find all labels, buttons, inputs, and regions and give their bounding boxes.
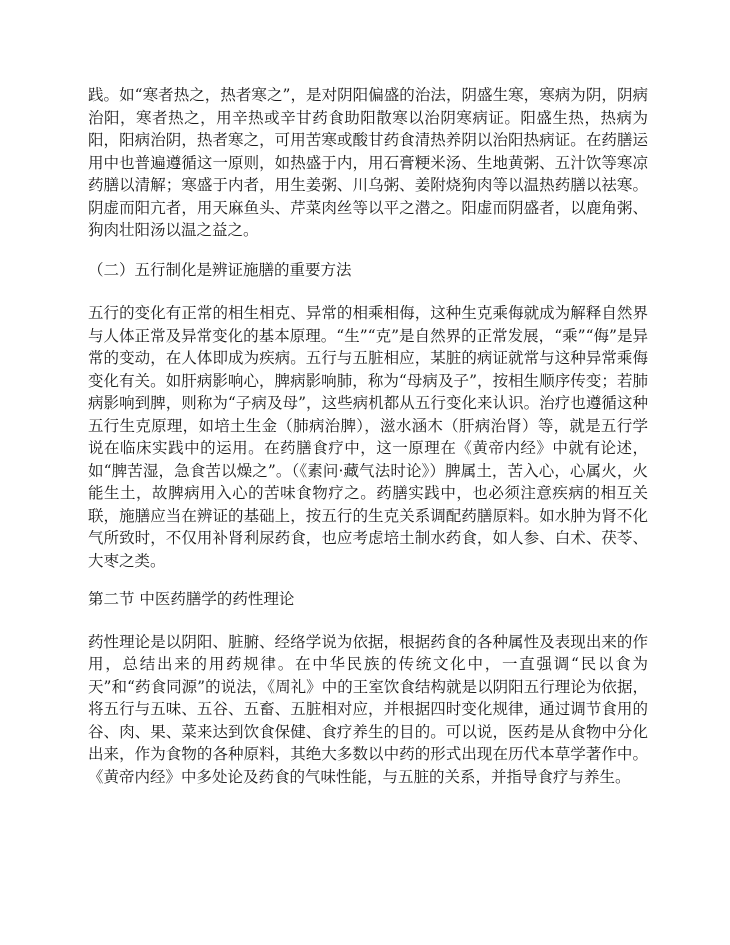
body-paragraph: 药性理论是以阴阳、脏腑、经络学说为依据，根据药食的各种属性及表现出来的作用，总结出来的用药规律。在中华民族的传统文化中，一直强调“民以食为天”和“药食同源”的说法，《周礼》中的王室饮食结构就是以阴阳五行理论为依据，将五行与五味、五谷、五畜、五脏相对应，并根据四时变化规律，通过调节食用的谷、肉、果、菜来达到饮食保健、食疗养生的目的。可以说，医药是从食物中分化出来，作为食物的各种原料，其绝大多数以中药的形式出现在历代本草学著作中。《黄帝内经》中多处论及药食的气味性能，与五脏的关系，并指导食疗与养生。 <box>88 632 648 786</box>
chapter-section-heading: 第二节 中医药膳学的药性理论 <box>88 590 295 608</box>
body-paragraph: 践。如“寒者热之，热者寒之”，是对阴阳偏盛的治法，阴盛生寒，寒病为阴，阴病治阳，寒者热之，用辛热或辛甘药食助阳散寒以治阴寒病证。阳盛生热，热病为阳，阳病治阴，热者寒之，可用苦寒或酸甘药食清热养阴以治阳热病证。在药膳运用中也普遍遵循这一原则，如热盛于内，用石膏粳米汤、生地黄粥、五汁饮等寒凉药膳以清解；寒盛于内者，用生姜粥、川乌粥、姜附烧狗肉等以温热药膳以祛寒。阴虚而阳亢者，用天麻鱼头、芹菜肉丝等以平之潜之。阳虚而阴盛者，以鹿角粥、狗肉壮阳汤以温之益之。 <box>88 86 648 239</box>
document-page <box>88 84 648 788</box>
section-heading: （二）五行制化是辨证施膳的重要方法 <box>88 260 352 279</box>
body-paragraph: 五行的变化有正常的相生相克、异常的相乘相侮，这种生克乘侮就成为解释自然界与人体正常及异常变化的基本原理。“生”“克”是自然界的正常发展，“乘”“侮”是异常的变动，在人体即成为疾病。五行与五脏相应，某脏的病证就常与这种异常乘侮变化有关。如肝病影响心，脾病影响肺，称为“母病及子”，按相生顺序传变；若肺病影响到脾，则称为“子病及母”，这些病机都从五行变化来认识。治疗也遵循这种五行生克原理，如培土生金（肺病治脾），滋水涵木（肝病治肾）等，就是五行学说在临床实践中的运用。在药膳食疗中，这一原理在《黄帝内经》中就有论述，如“脾苦湿，急食苦以燥之”。（《素问·藏气法时论》）脾属土，苦入心，心属火，火能生土，故脾病用入心的苦味食物疗之。药膳实践中，也必须注意疾病的相互关联，施膳应当在辨证的基础上，按五行的生克关系调配药膳原料。如水肿为肾不化气所致时，不仅用补肾利尿药食，也应考虑培土制水药食，如人参、白术、茯苓、大枣之类。 <box>88 304 648 570</box>
